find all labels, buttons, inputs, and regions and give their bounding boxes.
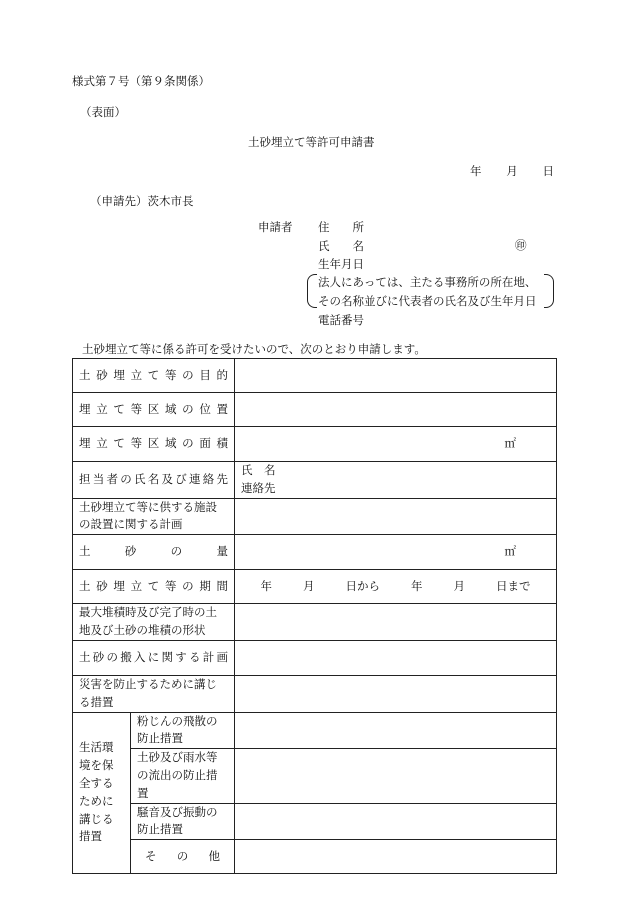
period-values: 年 月 日から 年 月 日まで [260,578,531,593]
row-location [73,393,557,427]
label-env-noise: 騒音及び振動の防止措置 [131,803,235,840]
applicant-phone: 電話番号 [318,313,364,327]
row-purpose [73,359,557,393]
applicant-birthdate: 生年月日 [318,257,364,271]
row-env-noise [73,803,557,840]
field-env-noise[interactable] [235,803,557,840]
field-contact[interactable] [235,462,557,499]
label-shape: 最大堆積時及び完了時の土地及び土砂の堆積の形状 [73,604,235,641]
soil-unit: ㎡ [504,544,516,559]
label-soil: 土 砂 の 量 [79,544,228,559]
label-env-water: 土砂及び雨水等の流出の防止措置 [131,749,235,803]
field-env-water[interactable] [235,749,557,803]
label-facility: 土砂埋立て等に供する施設の設置に関する計画 [73,498,235,535]
bracket-left [307,274,317,308]
name-char-2: 名 [352,239,364,253]
row-facility [73,498,557,535]
field-shape[interactable] [235,604,557,641]
row-env-dust [73,712,557,749]
label-contact: 担 当 者 の 氏 名 及 び 連 絡 先 [79,471,228,486]
applicant-label: 申請者 [258,220,293,234]
date-line [470,166,554,178]
addressee: （申請先）茨木市長 [90,194,194,208]
label-transport: 土 砂 の 搬 入 に 関 す る 計 画 [79,649,228,664]
field-period[interactable] [235,570,557,604]
field-env-dust[interactable] [235,712,557,749]
seal-mark: ㊞ [515,238,527,252]
label-env-group: 生活環境を保全するために講じる措置 [73,712,131,874]
field-facility[interactable] [235,498,557,535]
date-year: 年 [470,164,482,178]
label-location: 埋 立 て 等 区 域 の 位 置 [79,401,228,416]
row-disaster [73,675,557,712]
row-shape [73,604,557,641]
row-env-water [73,749,557,803]
row-area [73,427,557,462]
corporate-note-2: その名称並びに代表者の氏名及び生年月日 [318,294,537,308]
label-disaster: 災害を防止するために講じる措置 [73,675,235,712]
address-char-1: 住 [318,220,330,234]
field-env-other[interactable] [235,840,557,874]
label-env-other: そ の 他 [145,848,220,863]
side-label: （表面） [80,105,126,119]
contact-tel-label: 連絡先 [241,480,276,495]
row-env-other [73,840,557,874]
corporate-note-1: 法人にあっては、主たる事務所の所在地、 [318,275,537,289]
address-char-2: 所 [352,220,364,234]
label-env-dust: 粉じんの飛散の防止措置 [131,712,235,749]
field-purpose[interactable] [235,359,557,393]
page-title: 土砂埋立て等許可申請書 [248,135,375,149]
area-unit: ㎡ [504,436,516,451]
name-char-1: 氏 [318,239,330,253]
date-month: 月 [506,164,518,178]
row-contact [73,462,557,499]
row-period [73,570,557,604]
field-soil[interactable] [235,535,557,570]
label-period: 土 砂 埋 立 て 等 の 期 間 [79,578,228,593]
field-disaster[interactable] [235,675,557,712]
field-area[interactable] [235,427,557,462]
label-area: 埋 立 て 等 区 域 の 面 積 [79,436,228,451]
bracket-right [544,274,554,308]
date-day: 日 [542,164,554,178]
application-table [72,358,557,874]
field-transport[interactable] [235,640,557,675]
applicant-address [318,222,364,234]
row-transport [73,640,557,675]
row-soil [73,535,557,570]
applicant-name [318,241,364,253]
contact-name-label: 氏 名 [241,463,276,477]
form-number: 様式第７号（第９条関係） [72,74,210,88]
field-location[interactable] [235,393,557,427]
label-purpose: 土 砂 埋 立 て 等 の 目 的 [79,367,228,382]
intro-text: 土砂埋立て等に係る許可を受けたいので、次のとおり申請します。 [82,342,426,356]
